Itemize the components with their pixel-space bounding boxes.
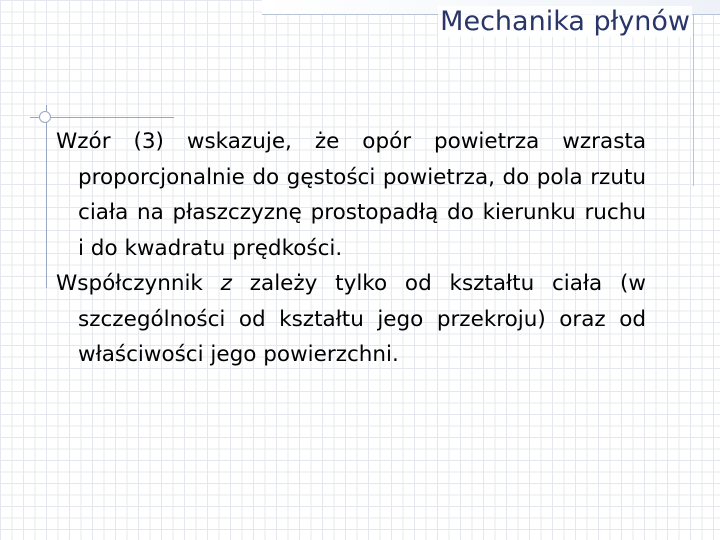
slide-body [56,124,646,373]
bullet-vertical-rule [46,105,47,288]
bullet-horizontal-rule [30,117,174,118]
slide-title: Mechanika płynów [440,6,690,37]
coefficient-symbol: z [220,271,232,296]
bullet-ring-icon [39,111,51,123]
paragraph-coefficient [56,266,646,373]
right-vertical-rule [693,0,694,186]
paragraph-drag-formula: Wzór (3) wskazuje, że opór powietrza wzrasta proporcjonalnie do gęstości powietrza, do pola rzutu ciała na płaszczyznę prostopadłą do kierunku ruchu i do kwadratu prędkości. [56,129,646,261]
coefficient-text-start: Współczynnik [56,271,221,296]
coefficient-text-end: zależy tylko od kształtu ciała (w szczególności od kształtu jego przekroju) oraz od właściwości jego powierzchni. [78,271,646,367]
